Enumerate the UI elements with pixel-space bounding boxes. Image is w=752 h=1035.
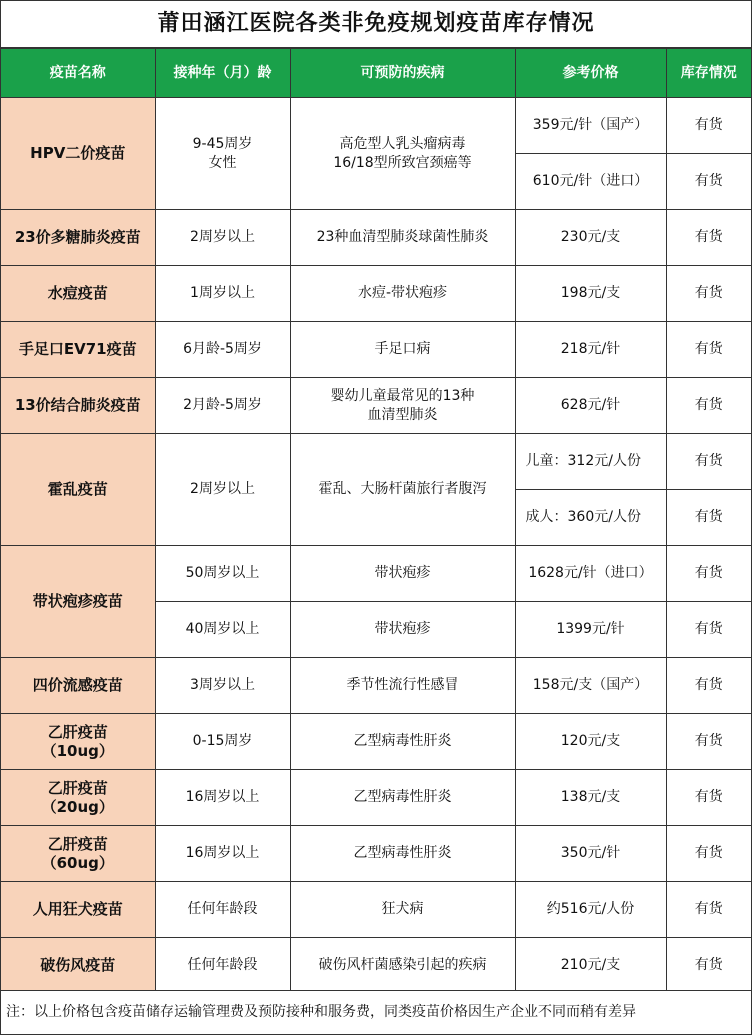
stock-cell: 有货 [666,378,751,434]
price-cell: 198元/支 [515,266,666,322]
vaccine-name: 带状疱疹疫苗 [1,546,155,658]
price-cell: 628元/针 [515,378,666,434]
stock-cell: 有货 [666,98,751,154]
stock-cell: 有货 [666,770,751,826]
vaccine-name-line: 乙肝疫苗 [47,834,108,853]
price-cell: 1628元/针（进口） [515,546,666,602]
header-stock: 库存情况 [666,49,751,98]
price-cell: 儿童：312元/人份 [515,434,666,490]
stock-cell: 有货 [666,882,751,938]
disease-cell: 乙型病毒性肝炎 [290,770,515,826]
stock-cell: 有货 [666,434,751,490]
price-cell: 350元/针 [515,826,666,882]
disease-cell: 霍乱、大肠杆菌旅行者腹泻 [290,434,515,546]
vaccine-dose-line: （60ug） [41,853,114,872]
age-cell: 6月龄-5周岁 [155,322,290,378]
table-row [1,714,751,770]
disease-cell: 破伤风杆菌感染引起的疾病 [290,938,515,994]
table-row [1,378,751,434]
table-row [1,322,751,378]
vaccine-name-line: 乙肝疫苗 [47,778,108,797]
price-cell: 约516元/人份 [515,882,666,938]
price-cell: 218元/针 [515,322,666,378]
table-row [1,938,751,994]
stock-cell: 有货 [666,714,751,770]
table-header-row [1,49,751,98]
price-cell: 210元/支 [515,938,666,994]
stock-cell: 有货 [666,938,751,994]
price-cell: 120元/支 [515,714,666,770]
disease-cell [290,378,515,434]
vaccine-name: 手足口EV71疫苗 [1,322,155,378]
stock-cell: 有货 [666,266,751,322]
disease-cell: 季节性流行性感冒 [290,658,515,714]
age-cell: 1周岁以上 [155,266,290,322]
disease-cell: 手足口病 [290,322,515,378]
table-row [1,882,751,938]
stock-cell: 有货 [666,546,751,602]
vaccine-name: HPV二价疫苗 [1,98,155,210]
vaccine-name [1,770,155,826]
disease-cell: 乙型病毒性肝炎 [290,826,515,882]
age-cell: 2月龄-5周岁 [155,378,290,434]
table-row [1,266,751,322]
age-cell [155,98,290,210]
age-line: 9-45周岁 [192,135,253,152]
disease-cell: 乙型病毒性肝炎 [290,714,515,770]
age-cell: 2周岁以上 [155,210,290,266]
price-cell: 1399元/针 [515,602,666,658]
age-line: 女性 [208,154,237,171]
disease-line: 16/18型所致宫颈癌等 [333,154,472,171]
header-disease: 可预防的疾病 [290,49,515,98]
stock-cell: 有货 [666,602,751,658]
header-vaccine-name: 疫苗名称 [1,49,155,98]
age-cell: 任何年龄段 [155,938,290,994]
page-title: 莆田涵江医院各类非免疫规划疫苗库存情况 [1,1,751,48]
vaccine-name [1,714,155,770]
disease-cell: 带状疱疹 [290,602,515,658]
vaccine-name [1,826,155,882]
disease-line: 婴幼儿童最常见的13种 [330,387,475,404]
table-row [1,770,751,826]
age-cell: 0-15周岁 [155,714,290,770]
header-price: 参考价格 [515,49,666,98]
vaccine-name: 人用狂犬疫苗 [1,882,155,938]
vaccine-name: 霍乱疫苗 [1,434,155,546]
vaccine-dose-line: （20ug） [41,797,114,816]
table-row [1,546,751,602]
disease-line: 高危型人乳头瘤病毒 [339,135,466,152]
age-cell: 任何年龄段 [155,882,290,938]
disease-cell [290,98,515,210]
age-cell: 2周岁以上 [155,434,290,546]
age-cell: 16周岁以上 [155,770,290,826]
disease-cell: 带状疱疹 [290,546,515,602]
vaccine-name-line: 乙肝疫苗 [47,722,108,741]
age-cell: 40周岁以上 [155,602,290,658]
price-cell: 610元/针（进口） [515,154,666,210]
vaccine-name: 13价结合肺炎疫苗 [1,378,155,434]
disease-cell: 水痘-带状疱疹 [290,266,515,322]
vaccine-name: 23价多糖肺炎疫苗 [1,210,155,266]
table-row [1,826,751,882]
footnote: 注：以上价格包含疫苗储存运输管理费及预防接种和服务费，同类疫苗价格因生产企业不同而稍有差异 [1,990,751,1034]
age-cell: 3周岁以上 [155,658,290,714]
disease-line: 血清型肺炎 [367,406,438,423]
price-cell: 138元/支 [515,770,666,826]
stock-cell: 有货 [666,154,751,210]
vaccine-name: 水痘疫苗 [1,266,155,322]
disease-cell: 狂犬病 [290,882,515,938]
vaccine-dose-line: （10ug） [41,741,114,760]
price-cell: 359元/针（国产） [515,98,666,154]
table-row [1,210,751,266]
vaccine-name: 四价流感疫苗 [1,658,155,714]
vaccine-name: 破伤风疫苗 [1,938,155,994]
stock-cell: 有货 [666,322,751,378]
table-row [1,98,751,154]
vaccine-table [1,48,751,994]
price-cell: 230元/支 [515,210,666,266]
stock-cell: 有货 [666,658,751,714]
price-cell: 158元/支（国产） [515,658,666,714]
stock-cell: 有货 [666,490,751,546]
disease-cell: 23种血清型肺炎球菌性肺炎 [290,210,515,266]
table-row [1,658,751,714]
header-age: 接种年（月）龄 [155,49,290,98]
age-cell: 16周岁以上 [155,826,290,882]
stock-cell: 有货 [666,826,751,882]
age-cell: 50周岁以上 [155,546,290,602]
price-cell: 成人：360元/人份 [515,490,666,546]
stock-cell: 有货 [666,210,751,266]
table-row [1,434,751,490]
